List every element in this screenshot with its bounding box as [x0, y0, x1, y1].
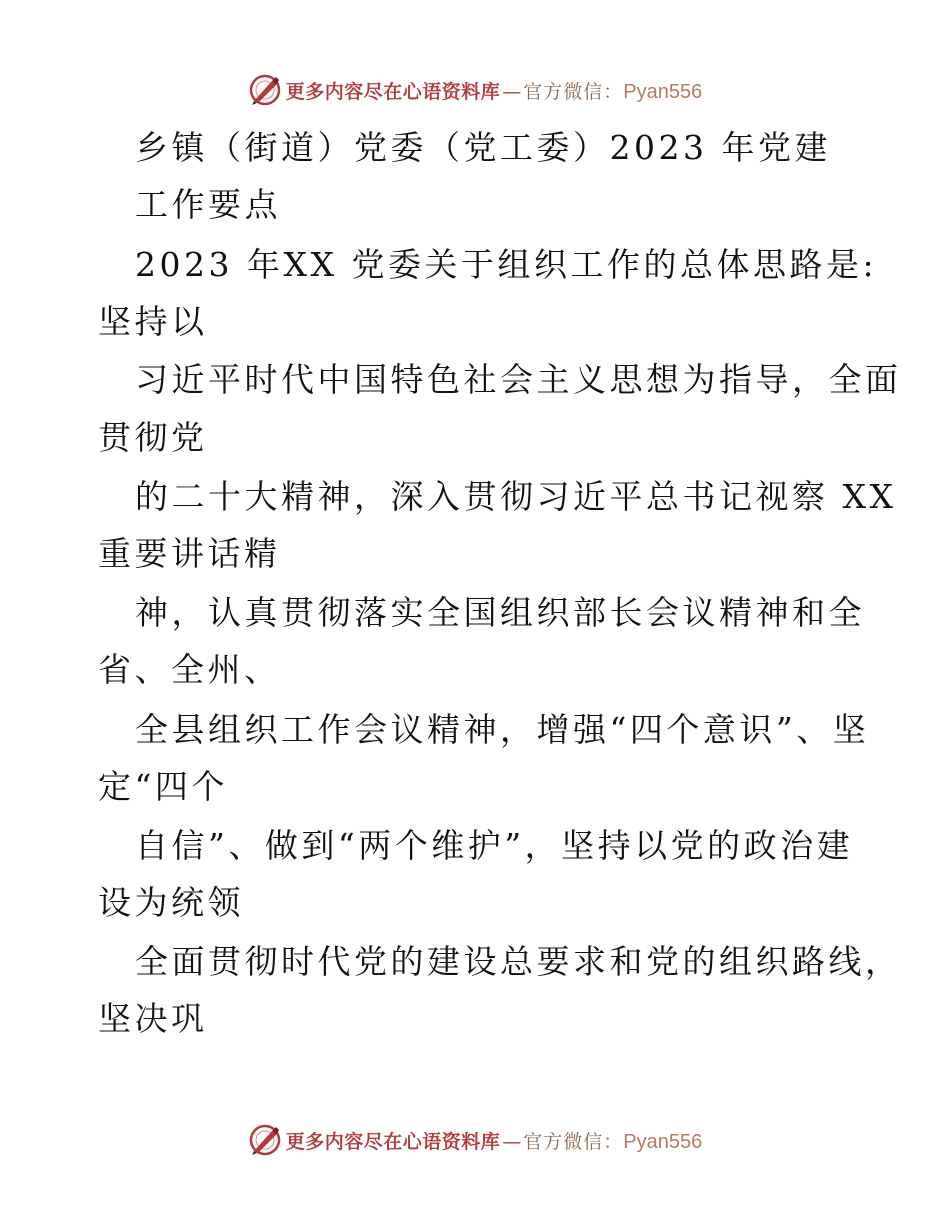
title-line-1: 乡镇（街道）党委（党工委）2023 年党建 [135, 128, 831, 167]
footer-banner [0, 1120, 950, 1160]
body-line: 全县组织工作会议精神，增强“四个意识”、坚 [135, 710, 870, 749]
body-line: 神，认真贯彻落实全国组织部长会议精神和全 [135, 593, 865, 632]
body-line: 的二十大精神，深入贯彻习近平总书记视察 XX [135, 477, 897, 516]
banner-wechat-id: Pyan556 [623, 1130, 703, 1153]
body-line: 习近平时代中国特色社会主义思想为指导，全面 [135, 360, 902, 399]
banner-wechat-label: 官方微信： [523, 80, 624, 103]
body-line: 省、全州、 [98, 650, 281, 689]
body-line: 设为统领 [98, 883, 244, 922]
pen-logo-icon [248, 1123, 282, 1157]
banner-wechat-label: 官方微信： [523, 1130, 624, 1153]
banner-wechat-id: Pyan556 [623, 80, 703, 103]
body-line: 自信”、做到“两个维护”，坚持以党的政治建 [135, 826, 854, 865]
body-line: 坚决巩 [98, 999, 208, 1038]
body-line: 贯彻党 [98, 418, 208, 457]
banner-dash: — [502, 80, 522, 103]
title-line-2: 工作要点 [135, 185, 281, 224]
header-banner [0, 70, 950, 110]
banner-dash: — [502, 1130, 522, 1153]
banner-site-name: 更多内容尽在心语资料库 [285, 1130, 501, 1153]
body-line: 全面贯彻时代党的建设总要求和党的组织路线， [135, 942, 902, 981]
banner-site-name: 更多内容尽在心语资料库 [285, 80, 501, 103]
body-line: 重要讲话精 [98, 534, 281, 573]
pen-logo-icon [248, 73, 282, 107]
body-line: 定“四个 [98, 767, 228, 806]
body-line: 2023 年XX 党委关于组织工作的总体思路是: [135, 245, 878, 284]
body-line: 坚持以 [98, 302, 208, 341]
